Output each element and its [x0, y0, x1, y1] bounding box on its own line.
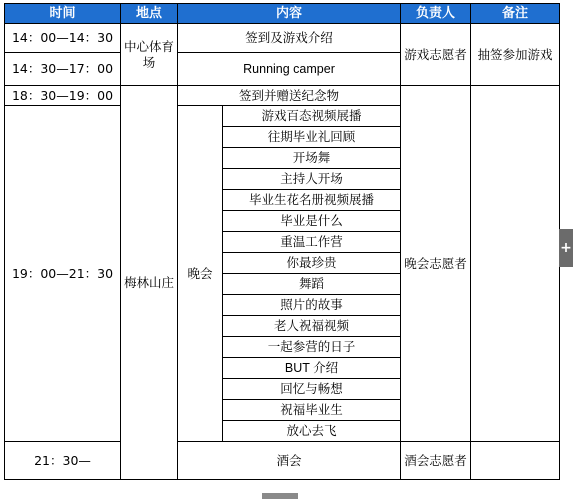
expand-panel-button[interactable] [559, 229, 573, 267]
program-item: 老人祝福视频 [223, 316, 401, 337]
program-item: 照片的故事 [223, 295, 401, 316]
program-item: 毕业是什么 [223, 211, 401, 232]
program-item: 舞蹈 [223, 274, 401, 295]
program-item: 重温工作营 [223, 232, 401, 253]
content-cell: 签到及游戏介绍 [178, 24, 401, 53]
program-item: 回忆与畅想 [223, 379, 401, 400]
program-item: 祝福毕业生 [223, 400, 401, 421]
program-item: 一起参营的日子 [223, 337, 401, 358]
time-cell: 18：30—19：00 [5, 86, 121, 106]
program-item: 游戏百态视频展播 [223, 106, 401, 127]
header-time: 时间 [5, 4, 121, 24]
place-cell: 梅林山庄 [121, 86, 178, 480]
note-cell [471, 86, 560, 442]
program-item: 开场舞 [223, 148, 401, 169]
program-item: 放心去飞 [223, 421, 401, 442]
header-row [5, 4, 560, 24]
note-cell: 抽签参加游戏 [471, 24, 560, 86]
schedule-table [4, 3, 560, 480]
time-cell: 19：00—21：30 [5, 106, 121, 442]
place-cell: 中心体育场 [121, 24, 178, 86]
plus-icon: + [560, 240, 572, 256]
program-item: 主持人开场 [223, 169, 401, 190]
table-row [5, 442, 560, 480]
program-item: 毕业生花名册视频展播 [223, 190, 401, 211]
program-item: 往期毕业礼回顾 [223, 127, 401, 148]
header-content: 内容 [178, 4, 401, 24]
header-owner: 负责人 [401, 4, 471, 24]
program-item: 你最珍贵 [223, 253, 401, 274]
table-row [5, 86, 560, 106]
header-place: 地点 [121, 4, 178, 24]
time-cell: 21：30— [5, 442, 121, 480]
owner-cell: 晚会志愿者 [401, 86, 471, 442]
owner-cell: 游戏志愿者 [401, 24, 471, 86]
content-cell: Running camper [178, 53, 401, 86]
header-note: 备注 [471, 4, 560, 24]
owner-cell: 酒会志愿者 [401, 442, 471, 480]
program-item: BUT 介绍 [223, 358, 401, 379]
content-cell: 酒会 [178, 442, 401, 480]
section-cell: 晚会 [178, 106, 223, 442]
time-cell: 14：00—14：30 [5, 24, 121, 53]
table-row [5, 24, 560, 53]
content-cell: 签到并赠送纪念物 [178, 86, 401, 106]
scroll-handle[interactable] [262, 493, 298, 499]
note-cell [471, 442, 560, 480]
time-cell: 14：30—17：00 [5, 53, 121, 86]
